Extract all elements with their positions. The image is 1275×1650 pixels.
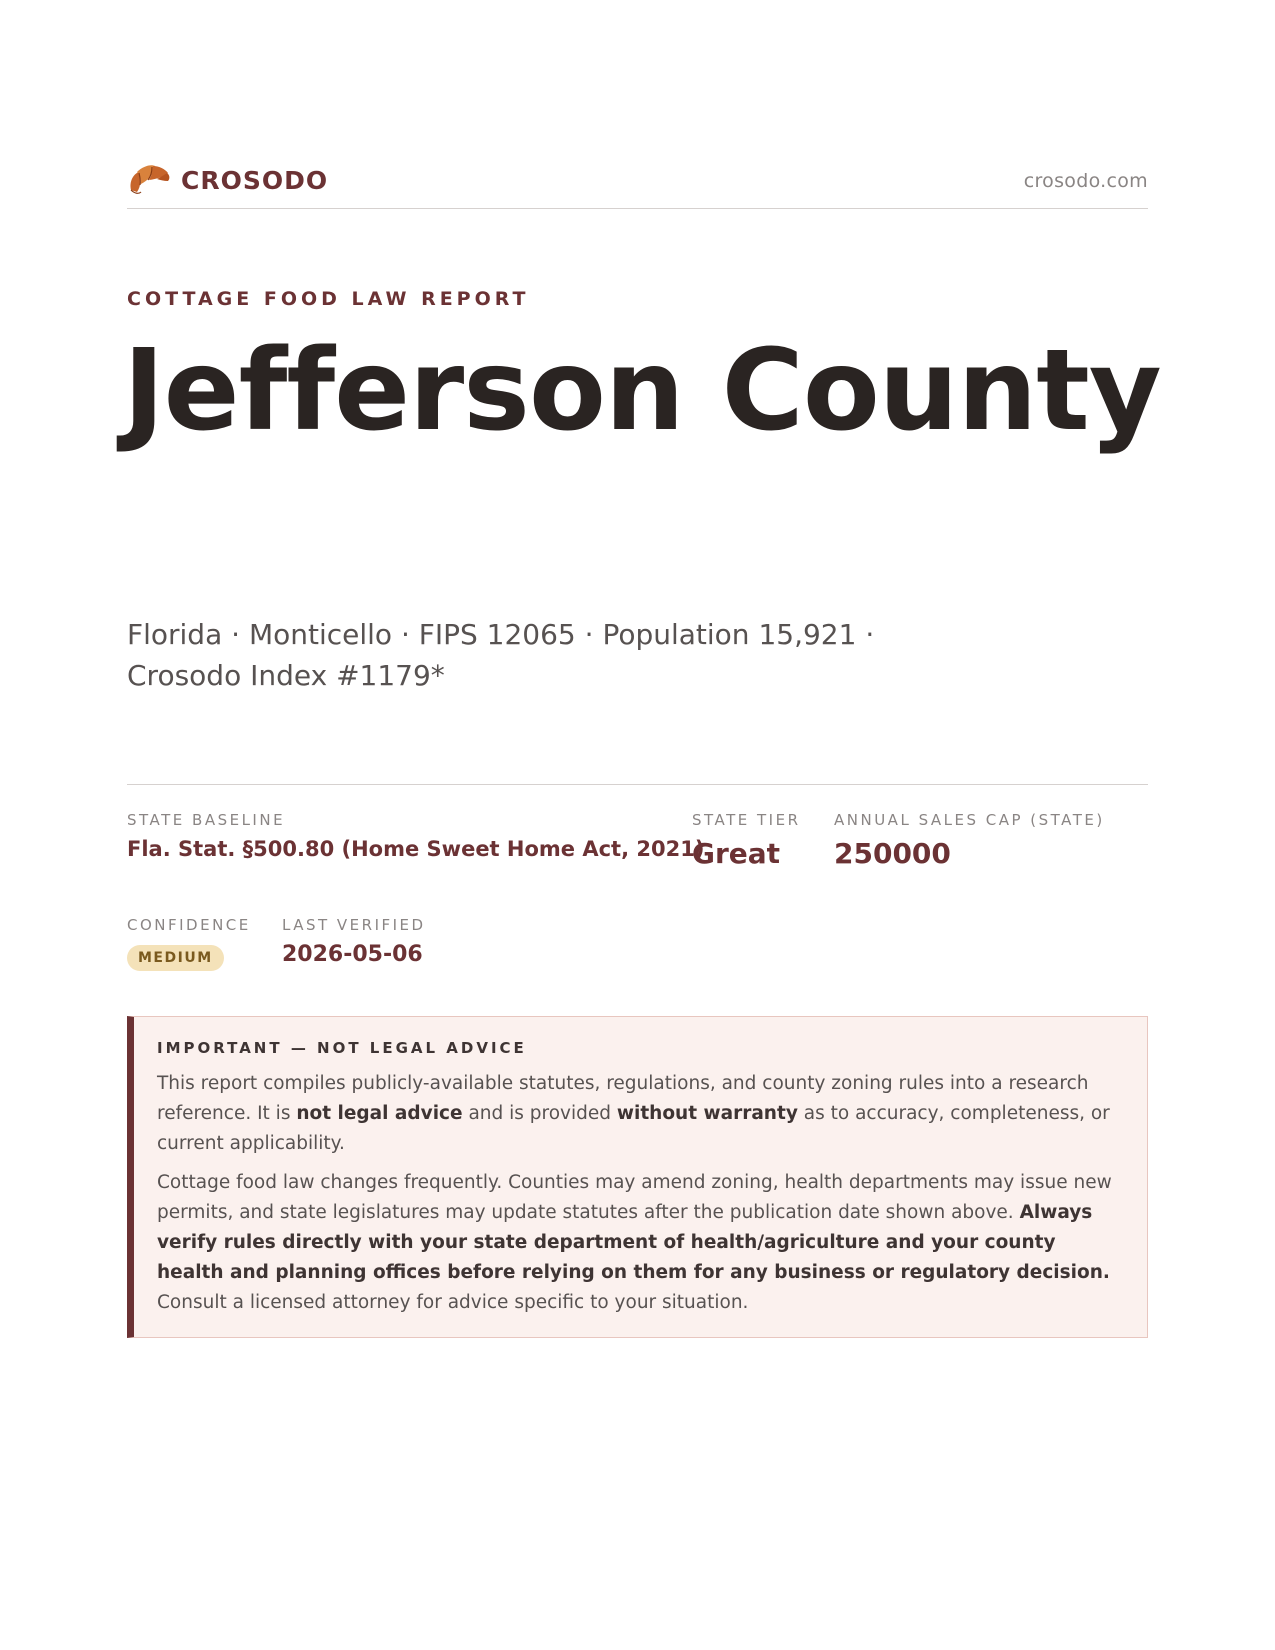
text: Cottage food law changes frequently. Counties may amend zoning, health departments may issue new permits, and state legislatures may update statutes after the publication date shown above.	[157, 1172, 1112, 1223]
fact-value: Fla. Stat. §500.80 (Home Sweet Home Act, 2021)	[127, 837, 705, 861]
fact-sales-cap	[834, 811, 1105, 870]
county-subline: Florida · Monticello · FIPS 12065 · Population 15,921 · Crosodo Index #1179*	[127, 618, 875, 692]
text: and is provided	[462, 1103, 617, 1124]
report-page	[123, 0, 1161, 1650]
emphasis: Always verify rules directly with your state department of health/agriculture and your county health and planning offices before relying on them for any business or regulatory decision.	[157, 1202, 1110, 1283]
fact-value: Great	[692, 837, 781, 870]
fact-last-verified	[282, 916, 426, 967]
disclaimer-paragraph	[157, 1069, 1125, 1159]
report-header	[127, 158, 1148, 209]
report-eyebrow: COTTAGE FOOD LAW REPORT	[127, 288, 530, 310]
confidence-badge: MEDIUM	[127, 945, 224, 971]
page-title: Jefferson County	[123, 326, 1161, 456]
legal-disclaimer	[127, 1016, 1148, 1338]
brand[interactable]	[127, 160, 328, 200]
text: This report compiles publicly-available statutes, regulations, and county zoning rules into a research reference. It is	[157, 1073, 1089, 1124]
text: as to accuracy, completeness, or current applicability.	[157, 1103, 1110, 1154]
brand-name: CROSODO	[181, 165, 329, 195]
fact-label: LAST VERIFIED	[282, 916, 426, 934]
fact-label: STATE TIER	[692, 811, 801, 829]
site-url-link[interactable]: crosodo.com	[1023, 170, 1148, 192]
croissant-icon	[127, 160, 171, 200]
fact-state-baseline	[127, 811, 704, 861]
fact-label: CONFIDENCE	[127, 916, 251, 934]
disclaimer-paragraph	[157, 1168, 1125, 1318]
emphasis: without warranty	[616, 1103, 798, 1124]
text: Consult a licensed attorney for advice specific to your situation.	[157, 1292, 749, 1313]
fact-confidence	[127, 916, 251, 971]
fact-label: ANNUAL SALES CAP (STATE)	[834, 811, 1105, 829]
section-divider	[127, 784, 1148, 785]
fact-state-tier	[692, 811, 801, 870]
disclaimer-title: IMPORTANT — NOT LEGAL ADVICE	[157, 1039, 527, 1057]
fact-value: 250000	[834, 837, 951, 870]
emphasis: not legal advice	[296, 1103, 463, 1124]
fact-label: STATE BASELINE	[127, 811, 286, 829]
fact-value: 2026-05-06	[282, 942, 423, 967]
